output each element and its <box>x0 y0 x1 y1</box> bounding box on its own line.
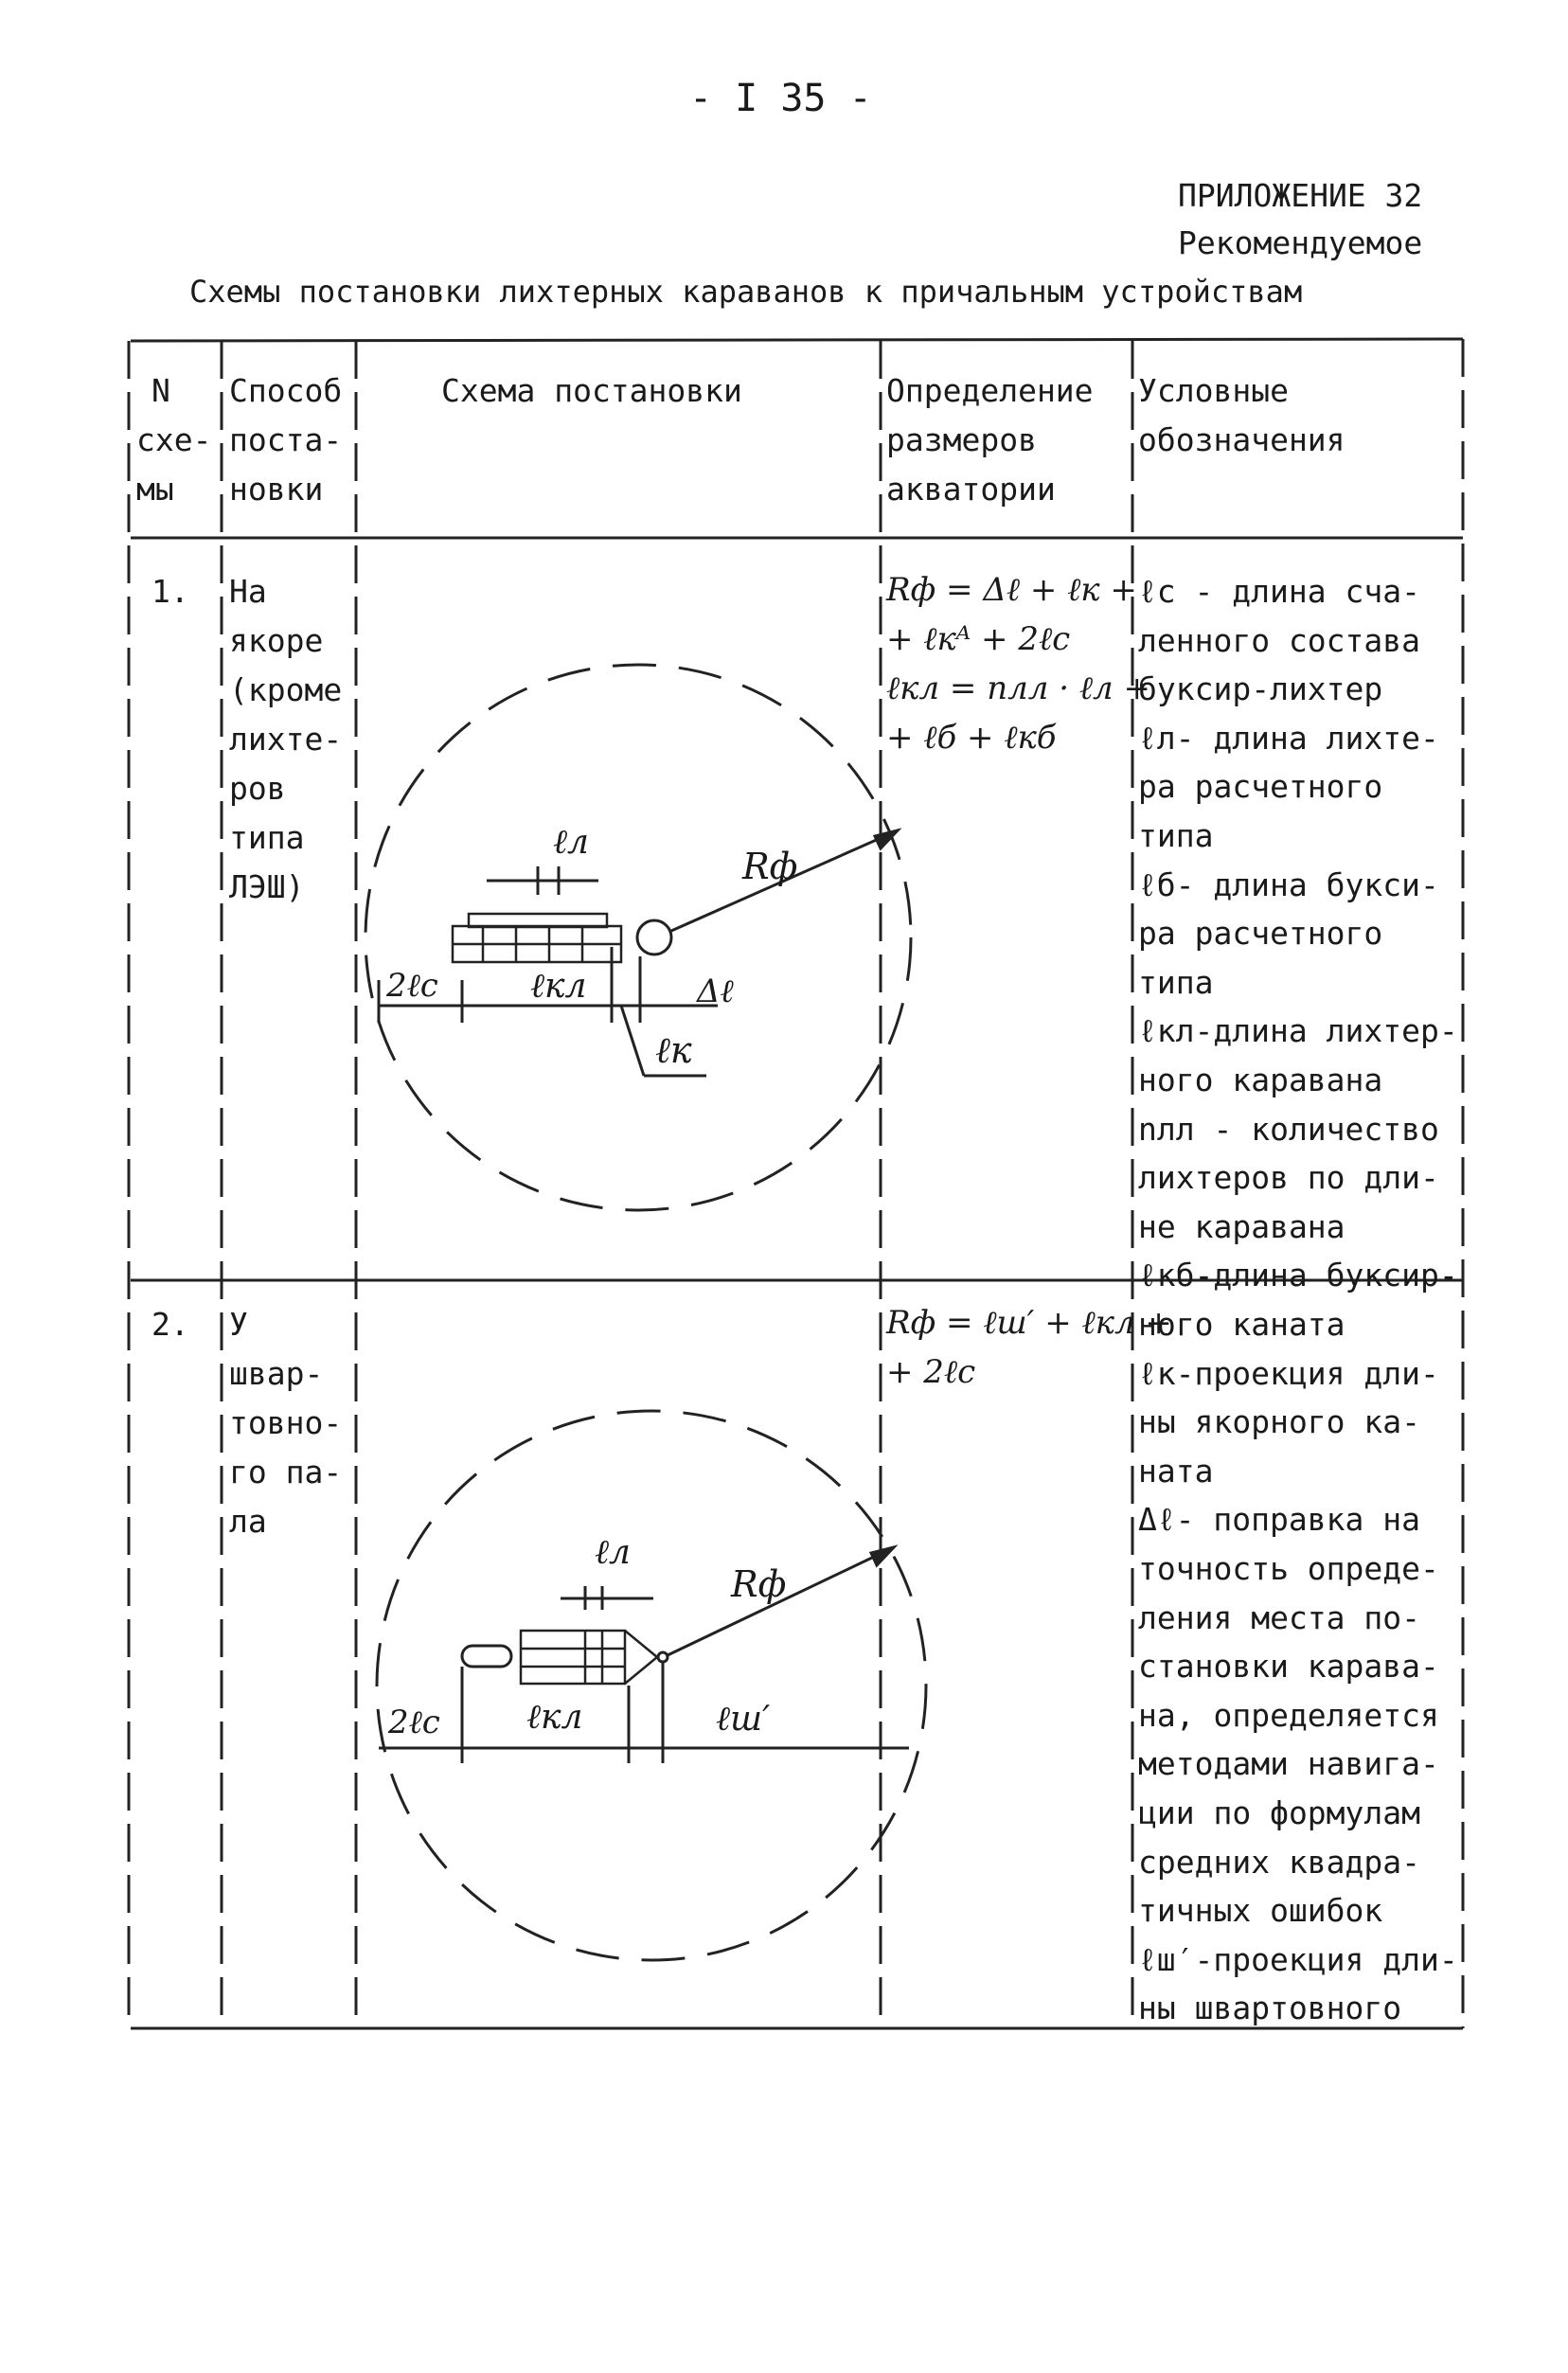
legend-line: методами навига- <box>1138 1745 1439 1783</box>
header-number-line-1: N <box>151 372 170 409</box>
row1-formula-2: + ℓкᴬ + 2ℓс <box>886 620 1071 658</box>
legend-line: точность опреде- <box>1138 1550 1439 1587</box>
row2-formula-1: Rф = ℓш′ + ℓкл + <box>886 1304 1172 1342</box>
row1-number: 1. <box>151 573 189 610</box>
row2-method-5: ла <box>229 1503 267 1540</box>
scheme2-lighter-label: ℓл <box>595 1533 631 1572</box>
scheme1-2lc-label: 2ℓс <box>386 967 438 1005</box>
legend-line: ℓкб-длина буксир- <box>1138 1257 1458 1294</box>
legend-line: ного каната <box>1138 1306 1345 1343</box>
scheme1-radius-label: Rф <box>742 846 798 887</box>
row1-method-6: типа <box>229 819 305 856</box>
legend-line: ℓкл-длина лихтер- <box>1138 1012 1458 1050</box>
legend-line: ната <box>1138 1452 1214 1490</box>
legend-line: Δℓ- поправка на <box>1138 1501 1420 1539</box>
legend-line: ра расчетного <box>1138 768 1383 806</box>
scheme1-lk-label: ℓк <box>655 1029 692 1071</box>
row1-method-7: ЛЭШ) <box>229 868 305 905</box>
legend-line: ℓк-проекция дли- <box>1138 1354 1439 1392</box>
scheme1-lighter-label: ℓл <box>553 823 589 862</box>
header-legend-line-1: Условные <box>1138 372 1289 409</box>
legend-line: nлл - количество <box>1138 1110 1439 1148</box>
legend-line: ра расчетного <box>1138 915 1383 953</box>
legend-line: не каравана <box>1138 1207 1345 1245</box>
legend-line: ленного состава <box>1138 621 1421 659</box>
scheme1-delta-label: Δℓ <box>697 972 734 1010</box>
row1-formula-4: + ℓб + ℓкб <box>886 719 1057 757</box>
mooring-post <box>658 1652 668 1662</box>
row2-method-3: товно- <box>229 1404 343 1441</box>
legend-line: на, определяется <box>1138 1696 1439 1734</box>
legend-line: ны швартовного <box>1138 1989 1402 2027</box>
legend-line: буксир-лихтер <box>1138 670 1383 708</box>
header-definition-line-3: акватории <box>886 471 1056 508</box>
header-scheme: Схема постановки <box>441 372 742 409</box>
legend-line: ℓл- длина лихте- <box>1138 719 1439 757</box>
legend-line: ного каравана <box>1138 1062 1383 1098</box>
legend-line: ны якорного ка- <box>1138 1403 1421 1441</box>
row2-method-2: швар- <box>229 1355 324 1392</box>
scheme-1-diagram <box>365 665 911 1210</box>
row2-number: 2. <box>151 1306 189 1343</box>
scheme-2-diagram <box>377 1411 926 1960</box>
row2-method-1: У <box>229 1306 248 1343</box>
row1-formula-1: Rф = Δℓ + ℓк + <box>886 571 1137 609</box>
header-method-line-1: Способ <box>229 372 343 409</box>
legend-line: ℓс - длина сча- <box>1138 573 1420 610</box>
row2-formula-2: + 2ℓс <box>886 1353 976 1391</box>
legend-line: становки карава- <box>1138 1648 1439 1686</box>
page-number: - I 35 - <box>689 77 872 120</box>
header-definition-line-1: Определение <box>886 372 1094 409</box>
legend-line: типа <box>1138 817 1214 854</box>
anchor-buoy <box>637 920 671 955</box>
lighter-caravan-2 <box>521 1631 657 1684</box>
row2-method-4: го па- <box>229 1454 343 1490</box>
header-method-line-3: новки <box>229 471 324 508</box>
document-title: Схемы постановки лихтерных караванов к причальным устройствам <box>189 274 1303 310</box>
scheme2-radius-label: Rф <box>731 1563 787 1605</box>
row1-method-4: лихте- <box>229 721 343 758</box>
legend-line: ℓб- длина букси- <box>1138 865 1439 903</box>
header-definition-line-2: размеров <box>886 421 1037 458</box>
row1-method-5: ров <box>229 770 286 807</box>
tug <box>462 1646 511 1667</box>
lighter-caravan-1 <box>453 914 621 962</box>
header-number-line-2: схе- <box>136 421 212 458</box>
header-method-line-2: поста- <box>229 421 343 458</box>
recommended-label: Рекомендуемое <box>1178 224 1423 261</box>
scheme2-2lc-label: 2ℓс <box>388 1704 440 1741</box>
legend-line: типа <box>1138 963 1214 1001</box>
legend-line: ления места по- <box>1138 1598 1421 1636</box>
row1-method-2: якоре <box>229 622 324 659</box>
scheme1-lk-caravan-label: ℓкл <box>530 967 587 1006</box>
legend-line: ℓш′-проекция дли- <box>1138 1940 1458 1978</box>
row1-formula-3: ℓкл = nлл · ℓл + <box>886 669 1150 707</box>
legend-line: средних квадра- <box>1138 1843 1421 1881</box>
scheme2-lk-caravan-label: ℓкл <box>526 1698 583 1737</box>
mooring-circle <box>377 1411 926 1960</box>
row1-method-1: На <box>229 573 267 610</box>
legend-line: тичных ошибок <box>1138 1892 1383 1930</box>
legend-line: ции по формулам <box>1138 1794 1421 1831</box>
row1-method-3: (кроме <box>229 671 343 708</box>
scheme2-lsh-label: ℓш′ <box>716 1700 771 1739</box>
table-top-border <box>131 339 1463 341</box>
appendix-label: ПРИЛОЖЕНИЕ 32 <box>1178 177 1423 214</box>
header-number-line-3: мы <box>136 471 174 508</box>
legend-line: лихтеров по дли- <box>1138 1159 1439 1197</box>
header-legend-line-2: обозначения <box>1138 421 1345 458</box>
